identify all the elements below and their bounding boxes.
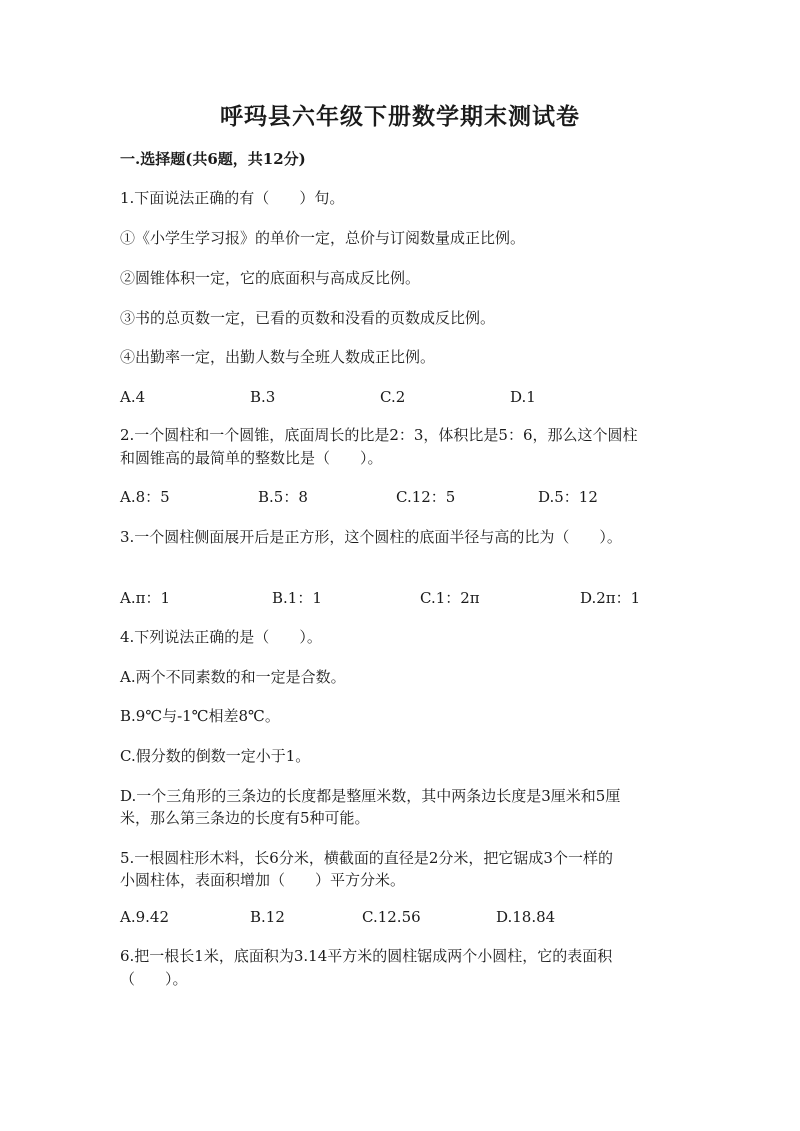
- page-title: 呼玛县六年级下册数学期末测试卷: [220, 103, 580, 130]
- question-4-option-c: C.假分数的倒数一定小于1。: [120, 747, 311, 765]
- question-2-stem-line-2: 和圆锥高的最简单的整数比是（ ）。: [120, 449, 383, 467]
- question-4-option-d-line-2: 米，那么第三条边的长度有5种可能。: [120, 809, 370, 827]
- section-header: 一.选择题(共6题，共12分): [120, 150, 306, 168]
- question-3-option-d: D.2π：1: [580, 589, 641, 607]
- question-1-option-b: B.3: [250, 388, 276, 406]
- question-4-stem: 4.下列说法正确的是（ ）。: [120, 628, 322, 646]
- question-5-option-b: B.12: [250, 908, 285, 926]
- question-2-option-d: D.5：12: [538, 488, 598, 506]
- question-5-option-c: C.12.56: [362, 908, 421, 926]
- question-6-stem-line-2: （ ）。: [120, 970, 188, 988]
- question-3-option-c: C.1：2π: [420, 589, 480, 607]
- question-1-statement-1: ①《小学生学习报》的单价一定，总价与订阅数量成正比例。: [120, 229, 526, 247]
- question-3-stem: 3.一个圆柱侧面展开后是正方形，这个圆柱的底面半径与高的比为（ ）。: [120, 528, 622, 546]
- question-3-option-a: A.π：1: [120, 589, 171, 607]
- question-2-option-b: B.5：8: [258, 488, 308, 506]
- question-2-stem-line-1: 2.一个圆柱和一个圆锥，底面周长的比是2：3，体积比是5：6，那么这个圆柱: [120, 426, 638, 444]
- question-5-option-a: A.9.42: [120, 908, 169, 926]
- question-1-option-a: A.4: [120, 388, 146, 406]
- question-2-option-c: C.12：5: [396, 488, 456, 506]
- question-3-option-b: B.1：1: [272, 589, 322, 607]
- question-4-option-a: A.两个不同素数的和一定是合数。: [120, 668, 346, 686]
- question-1-stem: 1.下面说法正确的有（ ）句。: [120, 189, 345, 207]
- question-1-option-d: D.1: [510, 388, 536, 406]
- question-1-statement-2: ②圆锥体积一定，它的底面积与高成反比例。: [120, 269, 421, 287]
- question-5-stem-line-2: 小圆柱体，表面积增加（ ）平方分米。: [120, 871, 406, 889]
- question-4-option-b: B.9℃与-1℃相差8℃。: [120, 707, 280, 725]
- question-5-option-d: D.18.84: [496, 908, 556, 926]
- question-6-stem-line-1: 6.把一根长1米，底面积为3.14平方米的圆柱锯成两个小圆柱，它的表面积: [120, 947, 613, 965]
- question-1-statement-4: ④出勤率一定，出勤人数与全班人数成正比例。: [120, 348, 436, 366]
- question-5-stem-line-1: 5.一根圆柱形木料，长6分米，横截面的直径是2分米，把它锯成3个一样的: [120, 849, 613, 867]
- question-1-statement-3: ③书的总页数一定，已看的页数和没看的页数成反比例。: [120, 309, 496, 327]
- question-2-option-a: A.8：5: [120, 488, 170, 506]
- question-4-option-d-line-1: D.一个三角形的三条边的长度都是整厘米数，其中两条边长度是3厘米和5厘: [120, 787, 621, 805]
- question-1-option-c: C.2: [380, 388, 406, 406]
